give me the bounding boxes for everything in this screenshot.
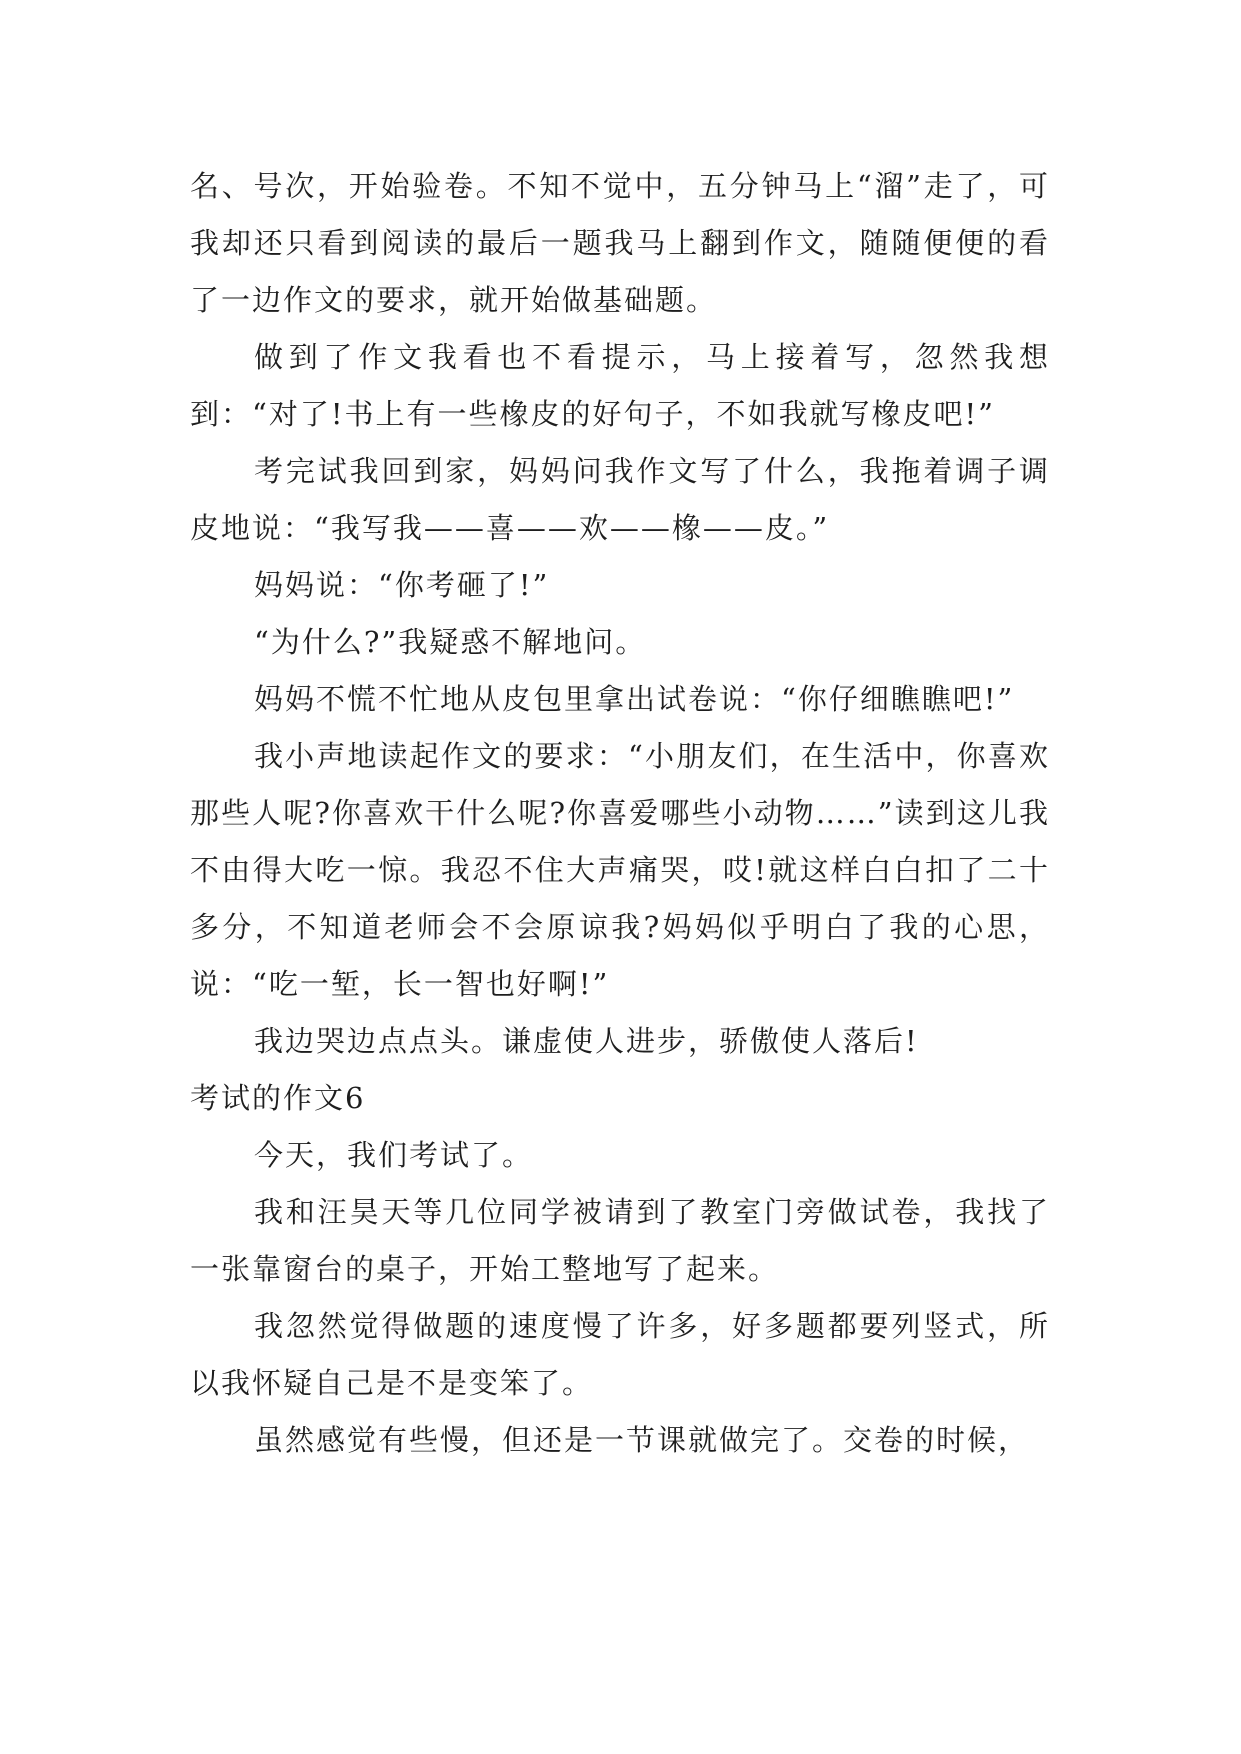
paragraph: 我边哭边点点头。谦虚使人进步，骄傲使人落后! — [254, 1024, 919, 1058]
paragraph: “为什么?”我疑惑不解地问。 — [254, 625, 647, 659]
paragraph: 做到了作文我看也不看提示，马上接着写，忽然我想到：“对了!书上有一些橡皮的好句子，不如我就写橡皮吧!” — [190, 340, 1050, 431]
paragraph: 妈妈说：“你考砸了!” — [254, 568, 550, 602]
paragraph: 考完试我回到家，妈妈问我作文写了什么，我拖着调子调皮地说：“我写我——喜——欢——橡——皮。” — [190, 454, 1050, 545]
paragraph: 虽然感觉有些慢，但还是一节课就做完了。交卷的时候， — [254, 1423, 1030, 1457]
section-title: 考试的作文6 — [190, 1081, 366, 1115]
paragraph: 名、号次，开始验卷。不知不觉中，五分钟马上“溜”走了，可我却还只看到阅读的最后一题我马上翻到作文，随随便便的看了一边作文的要求，就开始做基础题。 — [190, 169, 1050, 317]
document-body — [190, 158, 1050, 1469]
paragraph: 今天，我们考试了。 — [254, 1138, 534, 1172]
paragraph: 我小声地读起作文的要求：“小朋友们，在生活中，你喜欢那些人呢?你喜欢干什么呢?你喜爱哪些小动物……”读到这儿我不由得大吃一惊。我忍不住大声痛哭，哎!就这样白白扣了二十多分，不知道老师会不会原谅我?妈妈似乎明白了我的心思，说：“吃一堑，长一智也好啊!” — [190, 739, 1050, 1001]
paragraph: 我和汪昊天等几位同学被请到了教室门旁做试卷，我找了一张靠窗台的桌子，开始工整地写了起来。 — [190, 1195, 1050, 1286]
paragraph: 我忽然觉得做题的速度慢了许多，好多题都要列竖式，所以我怀疑自己是不是变笨了。 — [190, 1309, 1050, 1400]
paragraph: 妈妈不慌不忙地从皮包里拿出试卷说：“你仔细瞧瞧吧!” — [254, 682, 1015, 716]
